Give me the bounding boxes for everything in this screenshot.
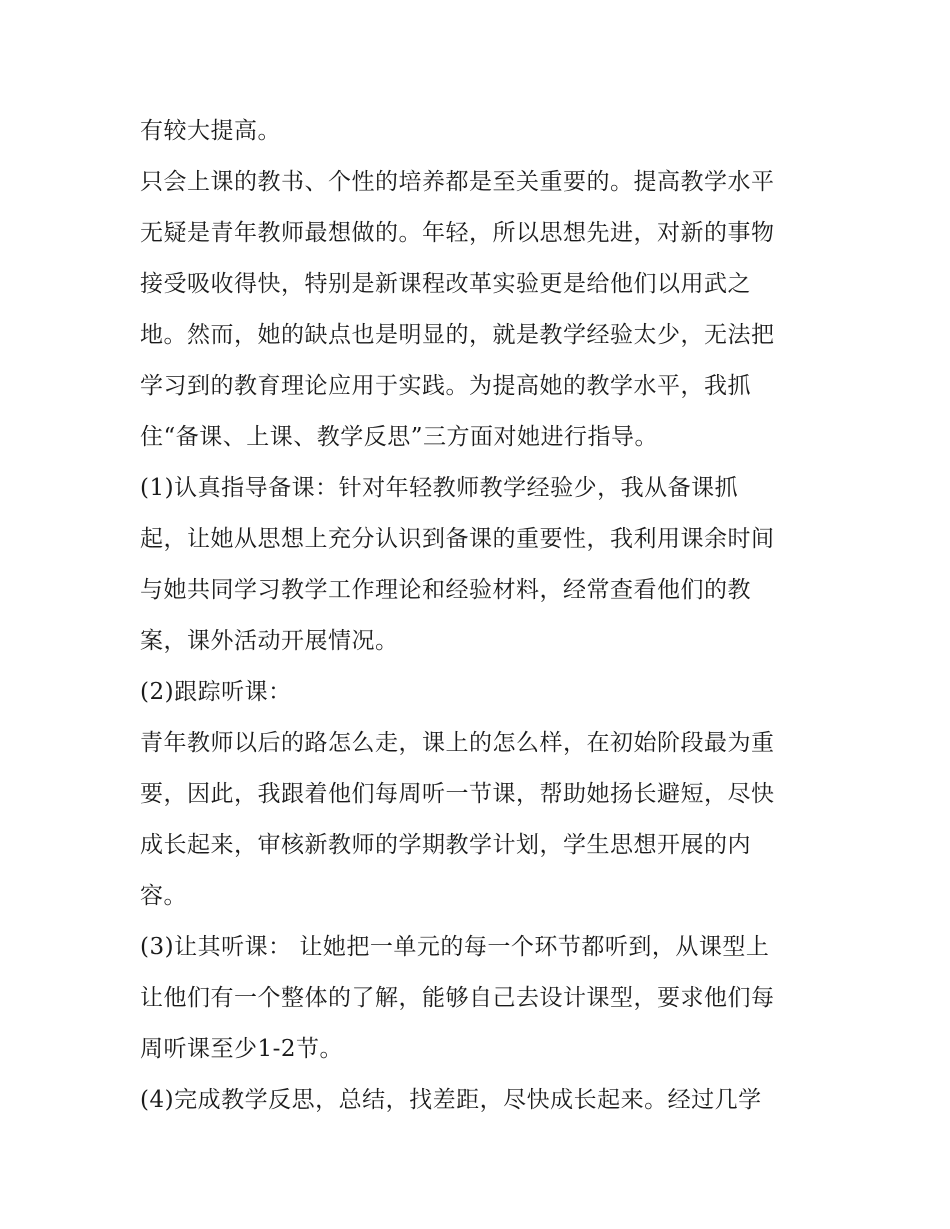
text-line: 案，课外活动开展情况。: [140, 628, 399, 654]
text-line: 成长起来，审核新教师的学期教学计划，学生思想开展的内: [140, 832, 751, 858]
text-line: 青年教师以后的路怎么走，课上的怎么样，在初始阶段最为重: [140, 730, 775, 756]
text-line: (4)完成教学反思，总结，找差距，尽快成长起来。经过几学: [140, 1087, 762, 1113]
text-line: 让他们有一个整体的了解，能够自己去设计课型，要求他们每: [140, 985, 775, 1011]
text-line: 周听课至少1-2节。: [140, 1036, 344, 1062]
text-line: 地。然而，她的缺点也是明显的，就是教学经验太少，无法把: [140, 322, 775, 348]
text-line: 容。: [140, 883, 187, 909]
text-line: 有较大提高。: [140, 118, 281, 144]
text-line: (1)认真指导备课：针对年轻教师教学经验少，我从备课抓: [140, 475, 739, 501]
text-line: 只会上课的教书、个性的培养都是至关重要的。提高教学水平: [140, 169, 775, 195]
text-line: (2)跟踪听课：: [140, 679, 292, 705]
text-line: 接受吸收得快，特别是新课程改革实验更是给他们以用武之: [140, 271, 751, 297]
text-line: 与她共同学习教学工作理论和经验材料，经常查看他们的教: [140, 577, 751, 603]
text-line: 起，让她从思想上充分认识到备课的重要性，我利用课余时间: [140, 526, 775, 552]
text-line: 学习到的教育理论应用于实践。为提高她的教学水平，我抓: [140, 373, 751, 399]
text-line: 住“备课、上课、教学反思”三方面对她进行指导。: [140, 424, 659, 450]
text-line: 无疑是青年教师最想做的。年轻，所以思想先进，对新的事物: [140, 220, 775, 246]
text-line: (3)让其听课： 让她把一单元的每一个环节都听到，从课型上: [140, 934, 770, 960]
document-body: [140, 106, 820, 1126]
text-line: 要，因此，我跟着他们每周听一节课，帮助她扬长避短，尽快: [140, 781, 775, 807]
